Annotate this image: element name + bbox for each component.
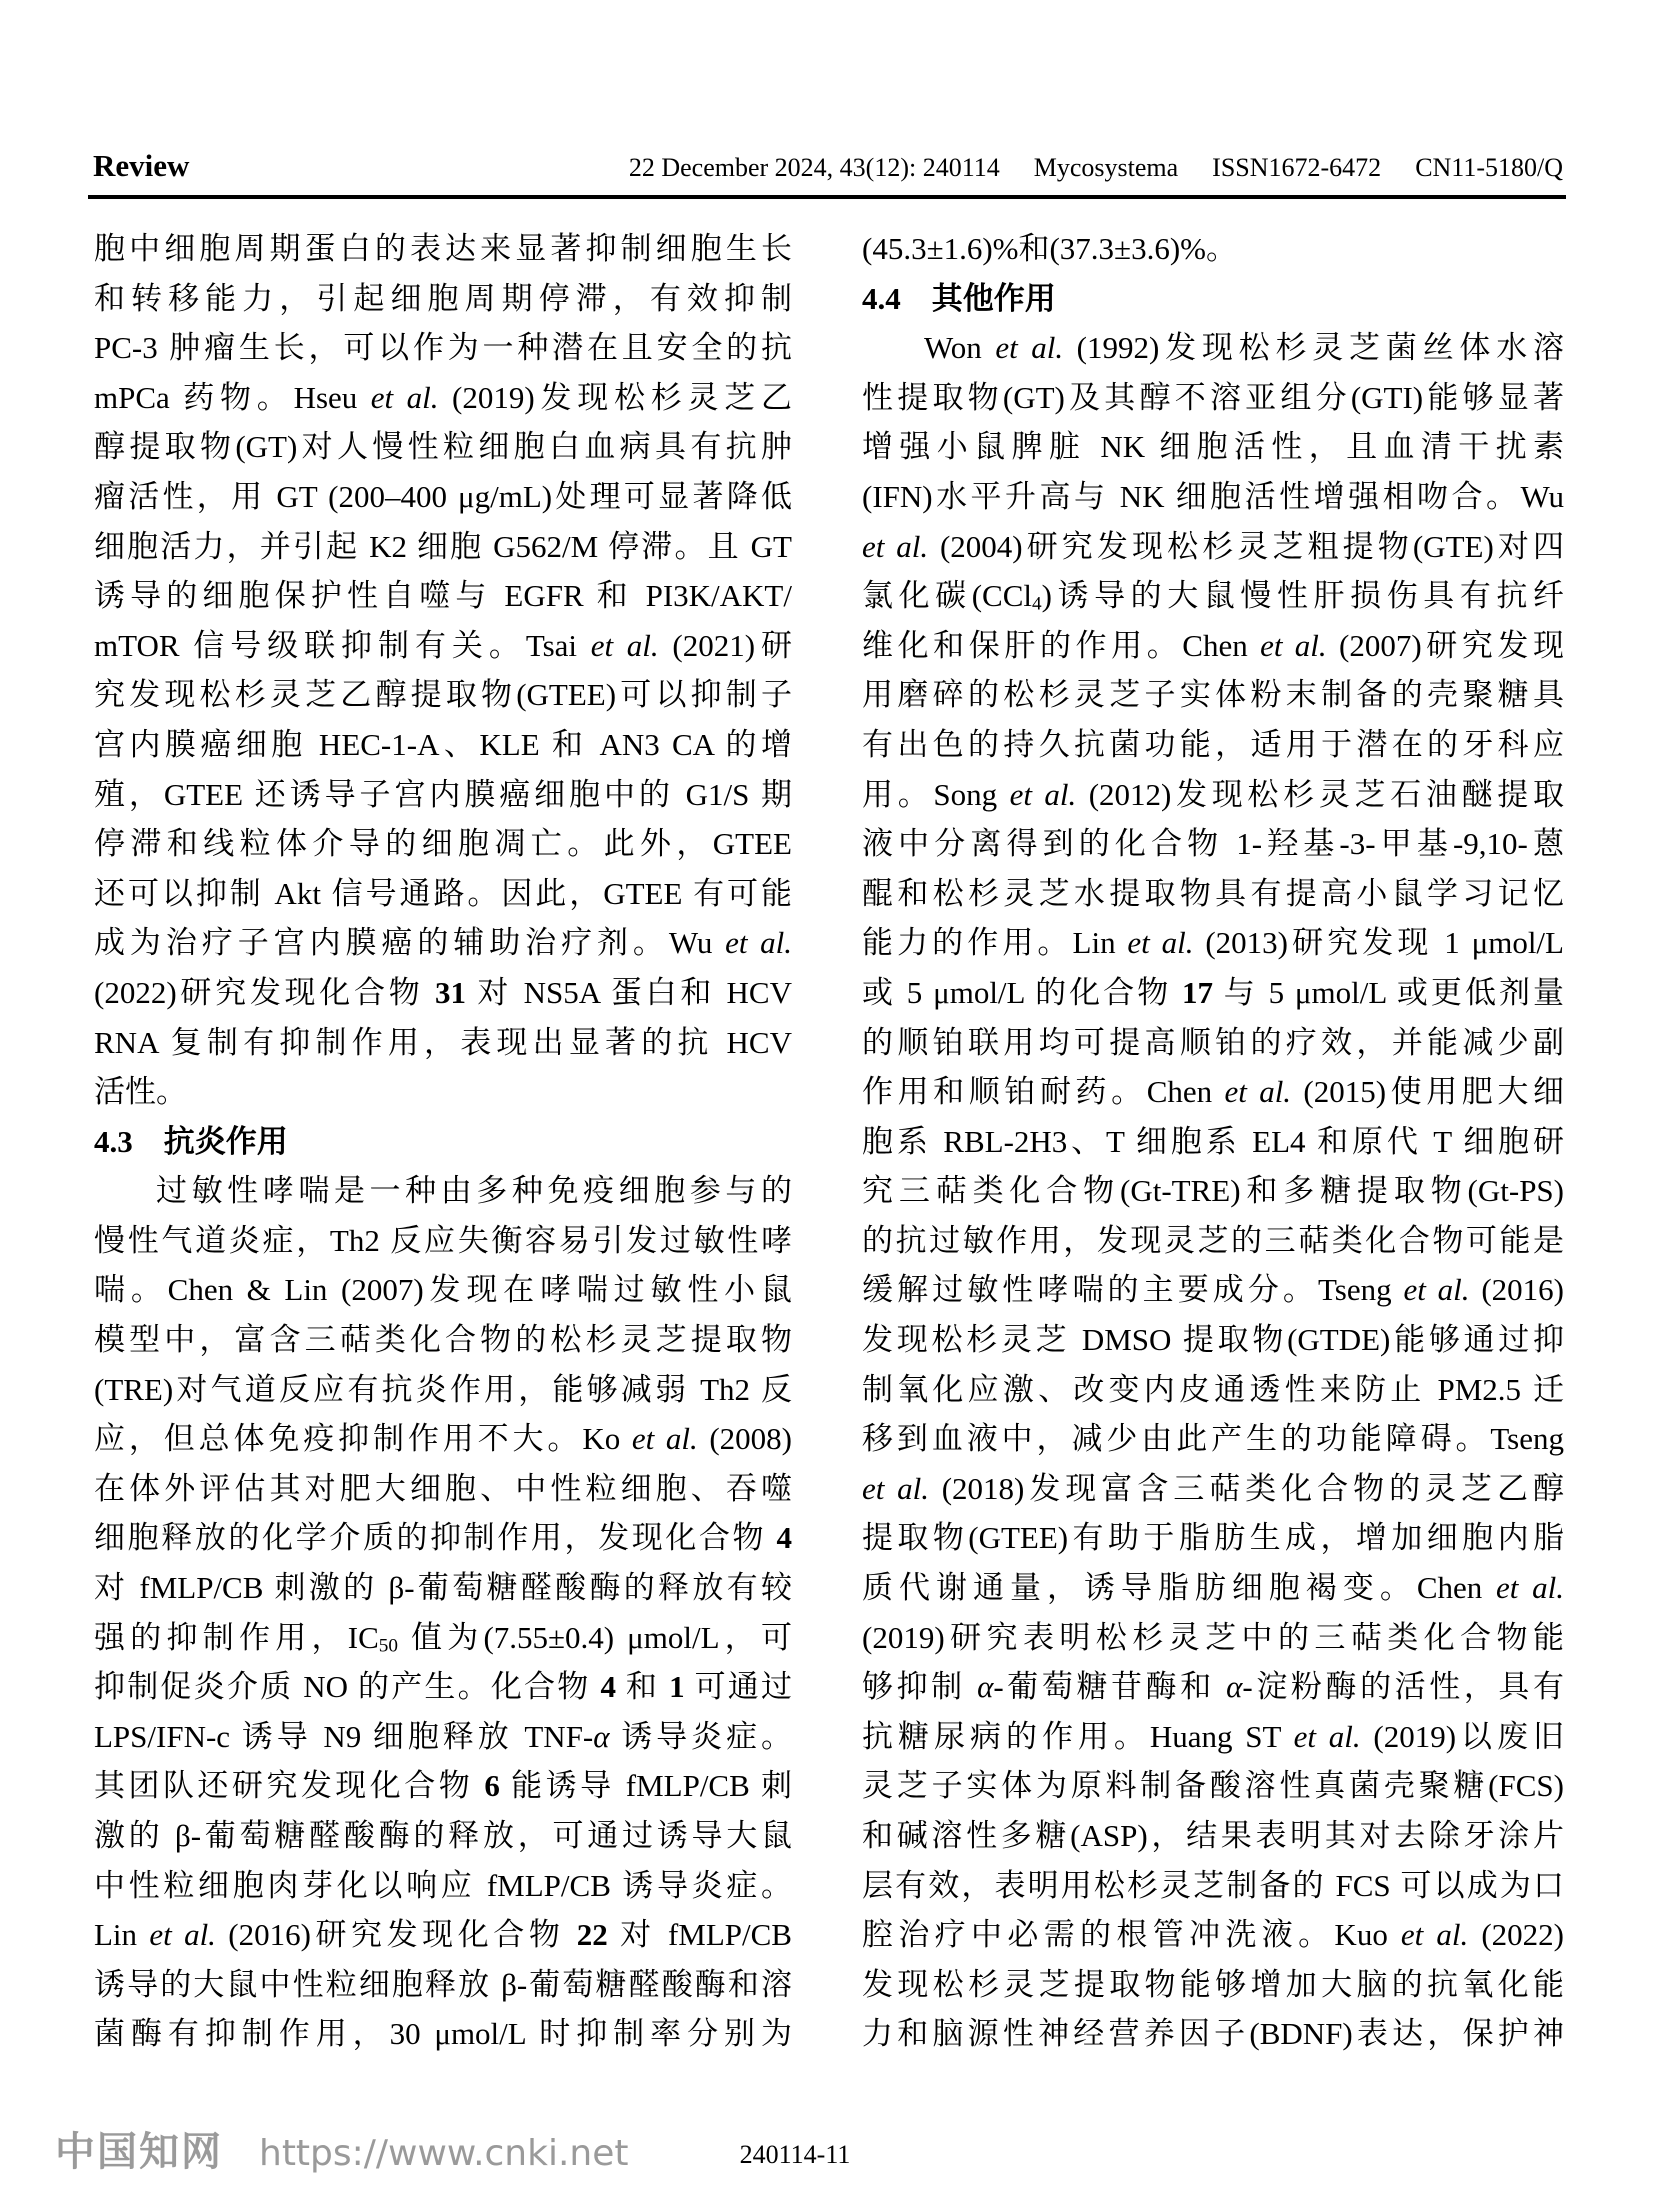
text-line: 氯化碳(CCl4)诱导的大鼠慢性肝损伤具有抗纤 [862, 578, 1564, 615]
text-line: et al. (2004)研究发现松杉灵芝粗提物(GTE)对四 [862, 528, 1564, 564]
text-line: 还可以抑制 Akt 信号通路。因此，GTEE 有可能 [94, 875, 792, 911]
text-line: 成为治疗子宫内膜癌的辅助治疗剂。Wu et al. [94, 925, 792, 961]
text-line: 活性。 [94, 1074, 187, 1110]
page-header [93, 148, 1563, 184]
text-line: 胞系 RBL-2H3、T 细胞系 EL4 和原代 T 细胞研 [862, 1123, 1564, 1159]
text-line: 层有效，表明用松杉灵芝制备的 FCS 可以成为口 [862, 1867, 1564, 1903]
text-line: 腔治疗中必需的根管冲洗液。Kuo et al. (2022) [862, 1917, 1564, 1953]
text-line: 喘。Chen & Lin (2007)发现在哮喘过敏性小鼠 [94, 1272, 792, 1308]
text-line: 瘤活性，用 GT (200–400 μg/mL)处理可显著降低 [94, 478, 792, 514]
journal-name: Mycosystema [1033, 153, 1179, 182]
text-line: 细胞活力，并引起 K2 细胞 G562/M 停滞。且 GT [94, 528, 792, 564]
text-line: 质代谢通量，诱导脂肪细胞褐变。Chen et al. [862, 1570, 1564, 1606]
text-line: 的顺铂联用均可提高顺铂的疗效，并能减少副 [862, 1024, 1564, 1060]
text-line: 抗糖尿病的作用。Huang ST et al. (2019)以废旧 [862, 1718, 1564, 1754]
text-line: 移到血液中，减少由此产生的功能障碍。Tseng [862, 1421, 1564, 1457]
text-line: 醌和松杉灵芝水提取物具有提高小鼠学习记忆 [862, 875, 1564, 911]
page-number: 240114-11 [739, 2140, 851, 2169]
text-line: 用磨碎的松杉灵芝子实体粉末制备的壳聚糖具 [862, 677, 1564, 713]
text-line: 菌酶有抑制作用，30 μmol/L 时抑制率分别为 [94, 2016, 792, 2052]
text-line: 发现松杉灵芝提取物能够增加大脑的抗氧化能 [862, 1966, 1564, 2002]
text-line: 殖，GTEE 还诱导子宫内膜癌细胞中的 G1/S 期 [94, 776, 792, 812]
text-line: RNA 复制有抑制作用，表现出显著的抗 HCV [94, 1024, 792, 1060]
text-line: Lin et al. (2016)研究发现化合物 22 对 fMLP/CB [94, 1917, 792, 1953]
text-line: 慢性气道炎症，Th2 反应失衡容易引发过敏性哮 [94, 1222, 792, 1258]
text-line: 其团队还研究发现化合物 6 能诱导 fMLP/CB 刺 [94, 1768, 793, 1804]
text-line: 作用和顺铂耐药。Chen et al. (2015)使用肥大细 [862, 1074, 1564, 1110]
text-line: 增强小鼠脾脏 NK 细胞活性，且血清干扰素 [862, 429, 1564, 465]
text-line: (45.3±1.6)%和(37.3±3.6)%。 [862, 231, 1237, 266]
text-line: 诱导的细胞保护性自噬与 EGFR 和 PI3K/AKT/ [94, 578, 792, 614]
text-line: 发现松杉灵芝 DMSO 提取物(GTDE)能够通过抑 [862, 1322, 1564, 1358]
text-line: 模型中，富含三萜类化合物的松杉灵芝提取物 [94, 1322, 792, 1358]
text-line: 够抑制 α-葡萄糖苷酶和 α-淀粉酶的活性，具有 [862, 1669, 1565, 1705]
text-line: 抑制促炎介质 NO 的产生。化合物 4 和 1 可通过 [94, 1669, 793, 1705]
text-line: 究发现松杉灵芝乙醇提取物(GTEE)可以抑制子 [94, 677, 792, 713]
text-line: 的抗过敏作用，发现灵芝的三萜类化合物可能是 [862, 1222, 1564, 1258]
text-line: 在体外评估其对肥大细胞、中性粒细胞、吞噬 [94, 1470, 792, 1506]
text-line: 对 fMLP/CB 刺激的 β-葡萄糖醛酸酶的释放有较 [94, 1570, 792, 1606]
text-line: 和碱溶性多糖(ASP)，结果表明其对去除牙涂片 [862, 1818, 1564, 1853]
header-rule [88, 195, 1566, 199]
section-heading: 4.3 抗炎作用 [94, 1123, 288, 1159]
text-line: 和转移能力，引起细胞周期停滞，有效抑制 [94, 280, 792, 316]
text-line: 过敏性哮喘是一种由多种免疫细胞参与的 [156, 1173, 792, 1209]
text-line: 灵芝子实体为原料制备酸溶性真菌壳聚糖(FCS) [862, 1768, 1564, 1804]
header-meta [629, 153, 1563, 183]
text-line: 制氧化应激、改变内皮通透性来防止 PM2.5 迁 [862, 1371, 1564, 1407]
text-line: 提取物(GTEE)有助于脂肪生成，增加细胞内脂 [862, 1520, 1564, 1556]
text-line: 力和脑源性神经营养因子(BDNF)表达，保护神 [862, 2016, 1564, 2052]
text-line: Won et al. (1992)发现松杉灵芝菌丝体水溶 [924, 330, 1564, 366]
text-line: (2019)研究表明松杉灵芝中的三萜类化合物能 [862, 1619, 1564, 1655]
text-line: 缓解过敏性哮喘的主要成分。Tseng et al. (2016) [862, 1272, 1564, 1308]
column-left [94, 224, 792, 2059]
text-line: 停滞和线粒体介导的细胞凋亡。此外，GTEE [94, 826, 792, 862]
text-line: 究三萜类化合物(Gt-TRE)和多糖提取物(Gt-PS) [862, 1173, 1564, 1209]
text-line: mPCa 药物。Hseu et al. (2019)发现松杉灵芝乙 [94, 379, 792, 415]
text-line: 宫内膜癌细胞 HEC-1-A、KLE 和 AN3 CA 的增 [94, 726, 792, 762]
text-line: 醇提取物(GT)对人慢性粒细胞白血病具有抗肿 [94, 429, 792, 465]
text-line: 中性粒细胞肉芽化以响应 fMLP/CB 诱导炎症。 [94, 1867, 792, 1903]
cnki-url: https://www.cnki.net [259, 2133, 629, 2174]
text-line: mTOR 信号级联抑制有关。Tsai et al. (2021)研 [94, 627, 792, 663]
text-line: 胞中细胞周期蛋白的表达来显著抑制细胞生长 [94, 231, 792, 266]
text-line: 或 5 μmol/L 的化合物 17 与 5 μmol/L 或更低剂量 [862, 974, 1564, 1010]
text-line: (2022)研究发现化合物 31 对 NS5A 蛋白和 HCV [94, 974, 792, 1010]
section-label: Review [93, 148, 190, 183]
citation-text: 22 December 2024, 43(12): 240114 [628, 153, 1000, 182]
text-line: et al. (2018)发现富含三萜类化合物的灵芝乙醇 [862, 1470, 1564, 1506]
text-line: 激的 β-葡萄糖醛酸酶的释放，可通过诱导大鼠 [94, 1818, 792, 1853]
cnki-logo-text: 中国知网 [55, 2129, 223, 2175]
text-line: 用。Song et al. (2012)发现松杉灵芝石油醚提取 [862, 776, 1564, 812]
section-heading: 4.4 其他作用 [862, 280, 1056, 316]
text-line: 有出色的持久抗菌功能，适用于潜在的牙科应 [862, 726, 1564, 762]
text-line: 应，但总体免疫抑制作用不大。Ko et al. (2008) [94, 1421, 792, 1457]
text-line: 液中分离得到的化合物 1-羟基-3-甲基-9,10-蒽 [862, 826, 1564, 862]
text-line: (IFN)水平升高与 NK 细胞活性增强相吻合。Wu [862, 478, 1564, 514]
text-line: 诱导的大鼠中性粒细胞释放 β-葡萄糖醛酸酶和溶 [94, 1966, 792, 2002]
text-line: 维化和保肝的作用。Chen et al. (2007)研究发现 [862, 627, 1564, 663]
text-line: PC-3 肿瘤生长，可以作为一种潜在且安全的抗 [94, 330, 792, 366]
text-line: 性提取物(GT)及其醇不溶亚组分(GTI)能够显著 [862, 379, 1564, 415]
cn-number-label: CN11-5180/Q [1415, 153, 1563, 182]
text-line: (TRE)对气道反应有抗炎作用，能够减弱 Th2 反 [94, 1371, 792, 1407]
text-line: 细胞释放的化学介质的抑制作用，发现化合物 4 [94, 1520, 792, 1556]
column-right [862, 224, 1564, 2059]
text-line: 能力的作用。Lin et al. (2013)研究发现 1 μmol/L [862, 925, 1564, 961]
text-line: LPS/IFN-c 诱导 N9 细胞释放 TNF-α 诱导炎症。 [94, 1718, 793, 1754]
issn-label: ISSN1672-6472 [1212, 153, 1382, 182]
text-line: 强的抑制作用，IC50 值为(7.55±0.4) μmol/L，可 [94, 1619, 793, 1657]
